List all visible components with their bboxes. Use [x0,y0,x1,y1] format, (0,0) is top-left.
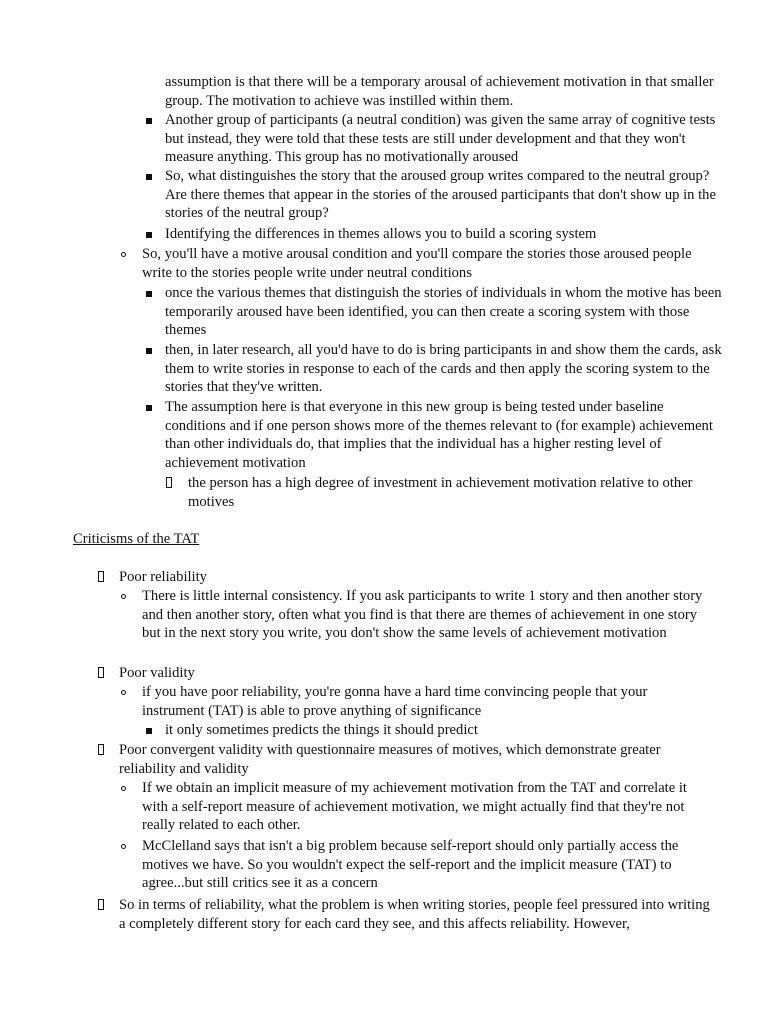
list-item: then, in later research, all you'd have to do is bring participants in and show them the cards, ask them to write stories in response to each of the cards and then apply the scoring system to the stories that they've written. [165,342,722,396]
circle-bullet-icon [121,690,126,695]
list-item: Identifying the differences in themes allows you to build a scoring system [165,226,597,242]
box-bullet-icon [98,744,104,755]
list-item: Poor reliability [119,569,207,585]
circle-bullet-icon [121,844,126,849]
list-item: So, you'll have a motive arousal condition and you'll compare the stories those aroused people write to the stories people write under neutral conditions [142,246,692,281]
list-item: once the various themes that distinguish the stories of individuals in whom the motive has been temporarily aroused have been identified, you can then create a scoring system with those themes [165,285,722,339]
list-item: There is little internal consistency. If you ask participants to write 1 story and then another story and then another story, often what you find is that there are themes of achievement in one story but in the next story you write, you don't show the same levels of achievement motivation [142,588,703,642]
list-item: Another group of participants (a neutral condition) was given the same array of cognitive tests but instead, they were told that these tests are still under development and that they won't measure anything. This group has no motivationally aroused [165,112,716,166]
box-bullet-icon [166,477,172,488]
circle-bullet-icon [121,252,126,257]
circle-bullet-icon [121,786,126,791]
square-bullet-icon [146,118,152,124]
list-item: the person has a high degree of investment in achievement motivation relative to other motives [188,475,693,510]
list-item: McClelland says that isn't a big problem because self-report should only partially access the motives we have. So you wouldn't expect the self-report and the implicit measure (TAT) to agree...but still critics see it as a concern [142,838,679,892]
box-bullet-icon [98,899,104,910]
square-bullet-icon [146,405,152,411]
list-item: if you have poor reliability, you're gonna have a hard time convincing people that your instrument (TAT) is able to prove anything of significance [142,684,648,719]
circle-bullet-icon [121,594,126,599]
square-bullet-icon [146,174,152,180]
list-item: If we obtain an implicit measure of my achievement motivation from the TAT and correlate it with a self-report measure of achievement motivation, we might actually find that they're not really related to each other. [142,780,687,834]
list-item: So, what distinguishes the story that the aroused group writes compared to the neutral group? Are there themes that appear in the stories of the aroused participants that don't show up in the stories of the neutral group? [165,168,716,222]
section-heading: Criticisms of the TAT [73,531,200,547]
square-bullet-icon [146,348,152,354]
square-bullet-icon [146,728,152,734]
continuation-text: assumption is that there will be a temporary arousal of achievement motivation in that smaller group. The motivation to achieve was instilled within them. [165,74,714,109]
list-item: Poor convergent validity with questionnaire measures of motives, which demonstrate greater reliability and validity [119,742,661,777]
list-item: Poor validity [119,665,195,681]
box-bullet-icon [98,571,104,582]
square-bullet-icon [146,291,152,297]
list-item: it only sometimes predicts the things it should predict [165,722,478,738]
box-bullet-icon [98,667,104,678]
square-bullet-icon [146,232,152,238]
list-item: The assumption here is that everyone in this new group is being tested under baseline conditions and if one person shows more of the themes relevant to (for example) achievement than other individuals do, that implies that the individual has a higher resting level of achievement motivation [165,399,713,471]
list-item: So in terms of reliability, what the problem is when writing stories, people feel pressured into writing a completely different story for each card they see, and this affects reliability. However, [119,897,710,932]
